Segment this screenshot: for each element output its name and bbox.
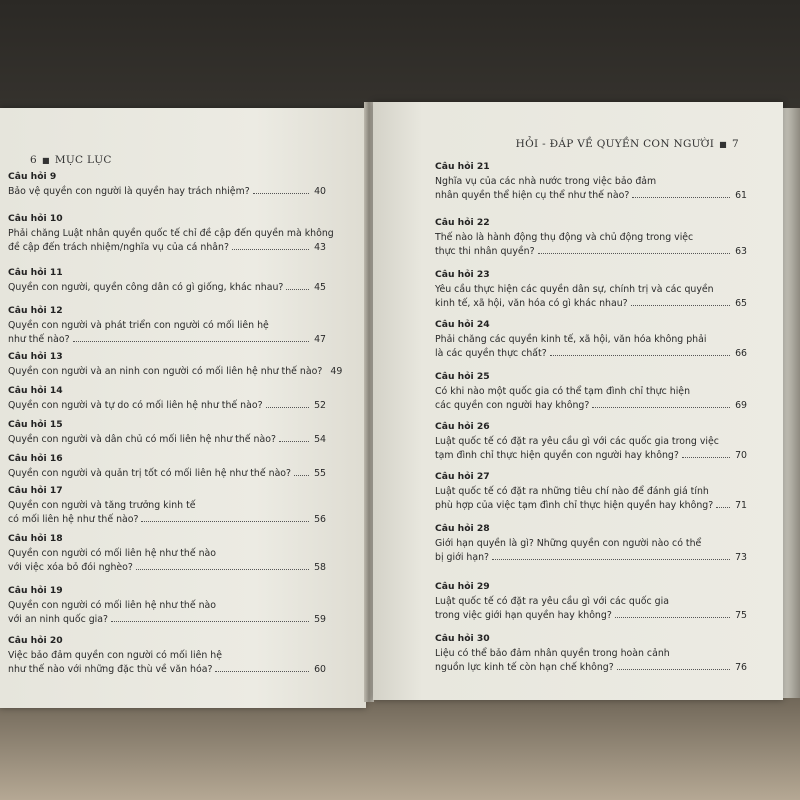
toc-line: [8, 227, 334, 242]
page-reference: 69: [735, 400, 747, 411]
toc-line: [435, 175, 747, 190]
toc-line: [8, 649, 326, 664]
toc-line: [8, 547, 326, 562]
bullet-icon: ■: [41, 156, 50, 165]
toc-line: [8, 467, 326, 482]
page-reference: 54: [314, 433, 326, 445]
toc-line: [435, 499, 747, 514]
question-label: Câu hỏi 29: [435, 581, 490, 592]
page-reference: 71: [735, 500, 747, 511]
dot-leader: [232, 248, 309, 250]
dot-leader: [136, 568, 309, 570]
question-label: Câu hỏi 9: [8, 171, 57, 182]
question-text: có mối liên hệ như thế nào?: [8, 514, 139, 525]
question-text: Có khi nào một quốc gia có thể tạm đình chỉ thực hiện: [435, 385, 691, 397]
dot-leader: [111, 620, 309, 622]
toc-entry: [8, 634, 326, 678]
toc-line: [435, 297, 747, 312]
toc-line: [435, 435, 747, 450]
toc-entry: [435, 420, 747, 464]
toc-line: [435, 347, 747, 362]
right-page: [373, 102, 783, 700]
question-text: nhân quyền thể hiện cụ thể như thế nào?: [435, 190, 630, 201]
question-text: Quyền con người và quản trị tốt có mối liên hệ như thế nào?: [8, 467, 292, 479]
left-running-head: [30, 154, 112, 166]
question-text: Quyền con người có mối liên hệ như thế nào: [8, 599, 217, 611]
question-text: nguồn lực kinh tế còn hạn chế không?: [435, 662, 614, 673]
question-label: Câu hỏi 25: [435, 371, 490, 382]
question-text: đề cập đến trách nhiệm/nghĩa vụ của cá nhân?: [8, 242, 229, 253]
question-text: Quyền con người và tăng trưởng kinh tế: [8, 499, 196, 511]
question-label: Câu hỏi 14: [8, 385, 63, 396]
toc-line: [8, 663, 326, 678]
left-page-number: 6: [30, 154, 37, 166]
toc-line: [8, 319, 326, 334]
toc-line: [435, 661, 747, 676]
toc-line: [8, 241, 326, 256]
toc-line: [435, 537, 747, 552]
toc-line: [435, 283, 747, 298]
question-label: Câu hỏi 16: [8, 453, 63, 464]
toc-line: [8, 399, 326, 414]
page-reference: 40: [314, 185, 326, 197]
toc-line: [8, 365, 343, 380]
question-text: kinh tế, xã hội, văn hóa có gì khác nhau?: [435, 298, 628, 309]
dot-leader: [538, 252, 730, 254]
toc-entry: [8, 350, 343, 379]
page-reference: 59: [314, 614, 326, 625]
right-running-head-title: HỎI - ĐÁP VỀ QUYỀN CON NGƯỜI: [515, 138, 715, 150]
question-text: Luật quốc tế có đặt ra yêu cầu gì với các quốc gia trong việc: [435, 435, 719, 447]
toc-entry: [8, 304, 326, 348]
toc-line: [435, 189, 747, 204]
toc-entry: [435, 470, 747, 514]
question-text: Quyền con người có mối liên hệ như thế nào: [8, 547, 217, 559]
toc-entry: [435, 160, 747, 204]
question-text: Quyền con người, quyền công dân có gì giống, khác nhau?: [8, 281, 284, 293]
question-label: Câu hỏi 24: [435, 319, 490, 330]
dot-leader: [632, 196, 730, 198]
toc-line: [8, 499, 326, 514]
page-reference: 75: [735, 610, 747, 621]
page-reference: 76: [735, 662, 747, 673]
page-reference: 43: [314, 242, 326, 253]
toc-entry: [8, 212, 334, 256]
page-reference: 60: [314, 664, 326, 675]
dot-leader: [294, 474, 309, 476]
question-label: Câu hỏi 28: [435, 523, 490, 534]
toc-line: [8, 433, 326, 448]
toc-line: [8, 513, 326, 528]
toc-entry: [435, 318, 747, 362]
question-text: như thế nào?: [8, 334, 70, 345]
dot-leader: [279, 440, 309, 442]
toc-line: [435, 551, 747, 566]
toc-line: [8, 599, 326, 614]
toc-line: [435, 231, 747, 246]
question-text: các quyền con người hay không?: [435, 400, 590, 411]
dot-leader: [615, 616, 730, 618]
question-text: Phải chăng các quyền kinh tế, xã hội, văn hóa không phải: [435, 333, 707, 345]
question-text: với việc xóa bỏ đói nghèo?: [8, 562, 133, 573]
right-page-number: 7: [732, 138, 739, 150]
dot-leader: [73, 340, 309, 342]
toc-line: [8, 185, 326, 200]
dot-leader: [631, 304, 730, 306]
question-label: Câu hỏi 19: [8, 585, 63, 596]
dot-leader: [716, 506, 730, 508]
toc-line: [8, 281, 326, 296]
toc-line: [435, 333, 747, 348]
question-text: Quyền con người và tự do có mối liên hệ như thế nào?: [8, 399, 263, 411]
question-text: Thế nào là hành động thụ động và chủ động trong việc: [435, 231, 694, 243]
question-label: Câu hỏi 21: [435, 161, 490, 172]
toc-entry: [435, 216, 747, 260]
question-text: Nghĩa vụ của các nhà nước trong việc bảo đảm: [435, 175, 657, 187]
dot-leader: [550, 354, 730, 356]
page-reference: 56: [314, 514, 326, 525]
page-reference: 58: [314, 562, 326, 573]
dot-leader: [286, 288, 309, 290]
page-reference: 73: [735, 552, 747, 563]
question-label: Câu hỏi 23: [435, 269, 490, 280]
toc-entry: [435, 370, 747, 414]
toc-line: [8, 333, 326, 348]
toc-line: [435, 595, 747, 610]
page-reference: 61: [735, 190, 747, 201]
question-label: Câu hỏi 22: [435, 217, 490, 228]
question-text: phù hợp của việc tạm đình chỉ thực hiện quyền hay không?: [435, 500, 714, 511]
dot-leader: [682, 456, 730, 458]
page-reference: 45: [314, 281, 326, 293]
toc-entry: [8, 384, 326, 413]
question-label: Câu hỏi 12: [8, 305, 63, 316]
question-text: Giới hạn quyền là gì? Những quyền con người nào có thể: [435, 537, 702, 549]
toc-entry: [8, 484, 326, 528]
question-label: Câu hỏi 18: [8, 533, 63, 544]
page-reference: 55: [314, 467, 326, 479]
dot-leader: [253, 192, 309, 194]
question-text: Quyền con người và phát triển con người có mối liên hệ: [8, 319, 269, 331]
bullet-icon: ■: [719, 140, 728, 149]
question-text: thực thi nhân quyền?: [435, 246, 535, 257]
toc-line: [435, 609, 747, 624]
toc-line: [435, 245, 747, 260]
toc-entry: [435, 632, 747, 676]
question-text: là các quyền thực chất?: [435, 348, 547, 359]
dot-leader: [215, 670, 309, 672]
right-running-head: [516, 138, 739, 150]
question-label: Câu hỏi 26: [435, 421, 490, 432]
page-reference: 52: [314, 399, 326, 411]
dot-leader: [141, 520, 309, 522]
question-text: Luật quốc tế có đặt ra những tiêu chí nào để đánh giá tính: [435, 485, 709, 497]
dot-leader: [266, 406, 309, 408]
question-text: Phải chăng Luật nhân quyền quốc tế chỉ đề cập đến quyền mà không: [8, 227, 334, 239]
question-label: Câu hỏi 13: [8, 351, 63, 362]
page-reference: 70: [735, 450, 747, 461]
toc-line: [435, 449, 747, 464]
toc-line: [435, 647, 747, 662]
question-text: Quyền con người và dân chủ có mối liên hệ như thế nào?: [8, 433, 276, 445]
toc-line: [435, 399, 747, 414]
question-label: Câu hỏi 17: [8, 485, 63, 496]
page-reference: 49: [330, 365, 343, 377]
question-text: bị giới hạn?: [435, 552, 490, 563]
question-text: Việc bảo đảm quyền con người có mối liên hệ: [8, 649, 222, 661]
toc-entry: [8, 266, 326, 295]
question-text: Yêu cầu thực hiện các quyền dân sự, chính trị và các quyền: [435, 283, 714, 295]
question-label: Câu hỏi 11: [8, 267, 63, 278]
dot-leader: [492, 558, 730, 560]
toc-entry: [435, 522, 747, 566]
toc-entry: [8, 452, 326, 481]
question-text: Bảo vệ quyền con người là quyền hay trách nhiệm?: [8, 185, 250, 197]
question-label: Câu hỏi 27: [435, 471, 490, 482]
dot-leader: [617, 668, 730, 670]
left-running-head-title: MỤC LỤC: [54, 154, 112, 166]
toc-entry: [8, 418, 326, 447]
page-reference: 65: [735, 298, 747, 309]
question-label: Câu hỏi 10: [8, 213, 63, 224]
left-page: [0, 108, 366, 708]
question-text: Luật quốc tế có đặt ra yêu cầu gì với các quốc gia: [435, 595, 669, 607]
question-text: tạm đình chỉ thực hiện quyền con người hay không?: [435, 450, 679, 461]
toc-line: [435, 385, 747, 400]
page-stack-edge: [783, 108, 800, 698]
question-label: Câu hỏi 30: [435, 633, 490, 644]
toc-entry: [8, 532, 326, 576]
page-reference: 63: [735, 246, 747, 257]
page-reference: 66: [735, 348, 747, 359]
toc-entry: [435, 580, 747, 624]
toc-entry: [435, 268, 747, 312]
question-text: trong việc giới hạn quyền hay không?: [435, 610, 612, 621]
toc-line: [8, 561, 326, 576]
question-text: Liệu có thể bảo đảm nhân quyền trong hoàn cảnh: [435, 647, 670, 659]
page-reference: 47: [314, 334, 326, 345]
toc-line: [435, 485, 747, 500]
question-label: Câu hỏi 15: [8, 419, 63, 430]
question-text: như thế nào với những đặc thù về văn hóa?: [8, 664, 213, 675]
question-text: Quyền con người và an ninh con người có mối liên hệ như thế nào?: [8, 365, 323, 377]
dot-leader: [592, 406, 730, 408]
question-label: Câu hỏi 20: [8, 635, 63, 646]
toc-line: [8, 613, 326, 628]
toc-entry: [8, 584, 326, 628]
question-text: với an ninh quốc gia?: [8, 614, 108, 625]
toc-entry: [8, 170, 326, 199]
